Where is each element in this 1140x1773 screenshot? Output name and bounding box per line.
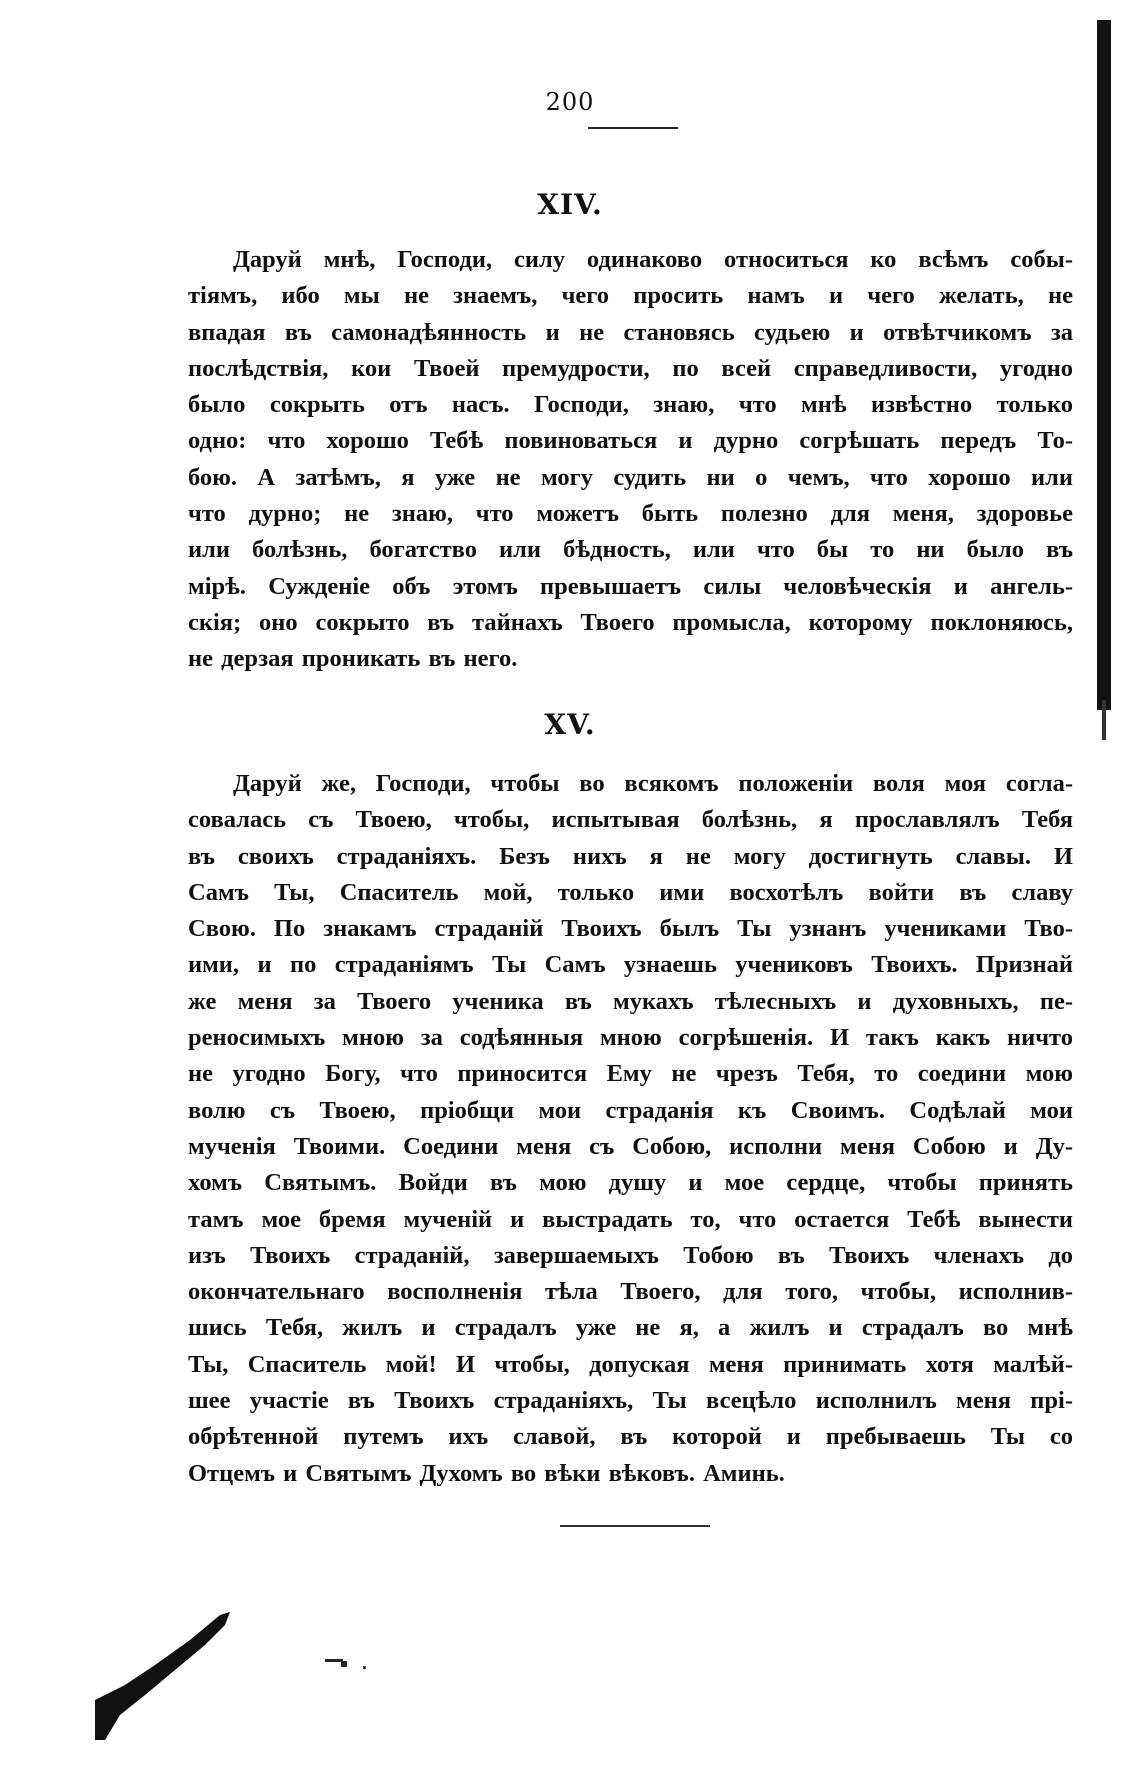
text-line: изъ Твоихъ страданій, завершаемыхъ Тобою въ Твоихъ членахъ до [188,1241,1073,1269]
text-line: не дерзая проникать въ него. [188,645,518,673]
text-line: Самъ Ты, Спаситель мой, только ими восхотѣлъ войти въ славу [188,878,1073,906]
text-line: же меня за Твоего ученика въ мукахъ тѣлесныхъ и духовныхъ, пе- [188,987,1073,1015]
page-number-rule [588,127,678,129]
text-line: впадая въ самонадѣянность и не становясь судьею и отвѣтчикомъ за [188,318,1073,346]
text-line: хомъ Святымъ. Войди въ мою душу и мое сердце, чтобы принять [188,1169,1073,1197]
scan-speck-mark [325,1655,370,1675]
section-heading-xiv: XIV. [537,188,603,221]
text-line: Даруй же, Господи, чтобы во всякомъ положеніи воля моя согла- [233,770,1073,797]
text-line: реносимыхъ мною за содѣянныя мною согрѣшенія. И такъ какъ ничто [188,1024,1073,1052]
text-line: окончательнаго восполненія тѣла Твоего, для того, чтобы, исполнив- [188,1278,1073,1306]
scanned-page-edge [1097,20,1111,710]
section-heading-xv: XV. [544,708,596,741]
text-line: тамъ мое бремя мученій и выстрадать то, что остается Тебѣ вынести [188,1205,1073,1233]
text-line: одно: что хорошо Тебѣ повиноваться и дурно согрѣшать передъ То- [188,427,1073,455]
text-line: въ своихъ страданіяхъ. Безъ нихъ я не могу достигнуть славы. И [188,842,1073,870]
text-line: волю съ Твоею, пріобщи мои страданія къ Своимъ. Содѣлай мои [188,1096,1073,1124]
page-number: 200 [545,88,595,116]
text-line: не угодно Богу, что приносится Ему не чрезъ Тебя, то соедини мою [188,1060,1073,1088]
text-line: бою. А затѣмъ, я уже не могу судить ни о чемъ, что хорошо или [188,463,1073,491]
section-xiv-text [188,242,1073,678]
text-line: Отцемъ и Святымъ Духомъ во вѣки вѣковъ. Аминь. [188,1459,785,1487]
section-xv-text [188,766,1073,1492]
text-line: Свою. По знакамъ страданій Твоихъ былъ Ты узнанъ учениками Тво- [188,915,1073,943]
text-line: Ты, Спаситель мой! И чтобы, допуская меня принимать хотя малѣй- [188,1350,1073,1378]
end-rule [560,1525,710,1527]
text-line: было сокрыть отъ насъ. Господи, знаю, что мнѣ извѣстно только [188,391,1073,419]
text-line: совалась съ Твоею, чтобы, испытывая болѣзнь, я прославлялъ Тебя [188,806,1073,834]
scan-smudge-mark [95,1590,245,1740]
text-line: ими, и по страданіямъ Ты Самъ узнаешь учениковъ Твоихъ. Признай [188,951,1073,979]
text-line: Даруй мнѣ, Господи, силу одинаково относиться ко всѣмъ собы- [233,246,1073,273]
text-line: что дурно; не знаю, что можетъ быть полезно для меня, здоровье [188,500,1073,528]
text-line: обрѣтенной путемъ ихъ славой, въ которой и пребываешь Ты со [188,1423,1073,1451]
text-line: шись Тебя, жилъ и страдалъ уже не я, а жилъ и страдалъ во мнѣ [188,1314,1073,1342]
text-line: шее участіе въ Твоихъ страданіяхъ, Ты всецѣло исполнилъ меня прі- [188,1387,1073,1415]
text-line: послѣдствія, кои Твоей премудрости, по всей справедливости, угодно [188,354,1073,382]
text-line: мірѣ. Сужденіе объ этомъ превышаетъ силы человѣческія и ангель- [188,572,1073,600]
text-line: тіямъ, ибо мы не знаемъ, чего просить намъ и чего желать, не [188,282,1073,310]
text-line: скія; оно сокрыто въ тайнахъ Твоего промысла, которому поклоняюсь, [188,608,1073,636]
text-line: мученія Твоими. Соедини меня съ Собою, исполни меня Собою и Ду- [188,1132,1073,1160]
text-line: или болѣзнь, богатство или бѣдность, или что бы то ни было въ [188,536,1073,564]
